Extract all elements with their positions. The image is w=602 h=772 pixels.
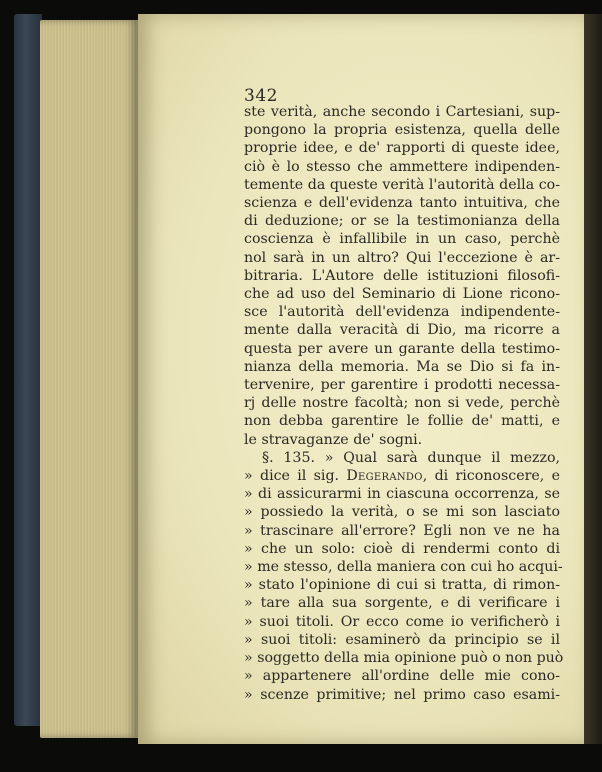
text-line: » appartenere all'ordine delle mie cono- (244, 668, 560, 685)
text-line: di deduzione; or se la testimonianza della (244, 213, 560, 230)
text-fragment: » dice il sig. (244, 468, 347, 485)
text-line: proprie idee, e de' rapporti di queste idee, (244, 140, 560, 157)
text-line: rj delle nostre facoltà; non si vede, perchè (244, 395, 560, 412)
text-line: temente da queste verità l'autorità della co- (244, 176, 560, 193)
text-line: » di assicurarmi in ciascuna occorrenza, se (244, 486, 560, 503)
text-line: le stravaganze de' sogni. (244, 431, 423, 448)
text-line: » scenze primitive; nel primo caso esami- (244, 686, 560, 703)
text-line: ciò è lo stesso che ammettere indipenden- (244, 158, 560, 175)
text-line: coscienza è infallibile in un caso, perchè (244, 231, 560, 248)
text-line: » stato l'opinione di cui si tratta, di rimon- (244, 577, 560, 594)
text-line: » suoi titoli. Or ecco come io verificherò i (244, 613, 560, 630)
text-line: sce l'autorità dell'evidenza indipendente- (244, 304, 560, 321)
text-line: nianza della memoria. Ma se Dio si fa in- (244, 358, 560, 375)
text-line: nol sarà in un altro? Qui l'eccezione è ar- (244, 249, 560, 266)
text-line: ste verità, anche secondo i Cartesiani, sup- (244, 104, 560, 120)
body-text (244, 103, 564, 704)
text-line: » trascinare all'errore? Egli non ve ne ha (244, 522, 560, 539)
text-fragment: , di riconoscere, e (422, 468, 560, 485)
text-line: pongono la propria esistenza, quella delle (244, 122, 560, 139)
text-line: » tare alla sua sorgente, e di verificare i (244, 595, 560, 612)
text-line (244, 467, 560, 485)
text-line: scienza e dell'evidenza tanto intuitiva, che (244, 195, 560, 212)
book-cover-right (584, 14, 602, 744)
text-line: non debba garentire le follie de' matti, e (244, 413, 560, 430)
text-line: » soggetto della mia opinione può o non può (244, 650, 564, 667)
text-line: » che un solo: cioè di rendermi conto di (244, 540, 560, 557)
page-edges (40, 20, 138, 738)
page-number: 342 (244, 86, 278, 106)
text-line: tervenire, per garentire i prodotti necessa- (244, 377, 560, 394)
text-line: » possiedo la verità, o se mi son lasciato (244, 504, 560, 521)
book-cover-left (14, 14, 42, 726)
text-line: mente dalla veracità di Dio, ma ricorre a (244, 322, 560, 339)
text-line: che ad uso del Seminario di Lione ricono- (244, 286, 560, 303)
text-line: » suoi titoli: esaminerò da principio se il (244, 631, 560, 648)
text-line: bitraria. L'Autore delle istituzioni filosofi- (244, 267, 560, 284)
text-line: » me stesso, della maniera con cui ho acqui- (244, 559, 563, 576)
author-name: Degerando (346, 468, 423, 485)
section-heading-line: §. 135. » Qual sarà dunque il mezzo, (262, 449, 560, 466)
text-line: questa per avere un garante della testimo- (244, 340, 560, 357)
